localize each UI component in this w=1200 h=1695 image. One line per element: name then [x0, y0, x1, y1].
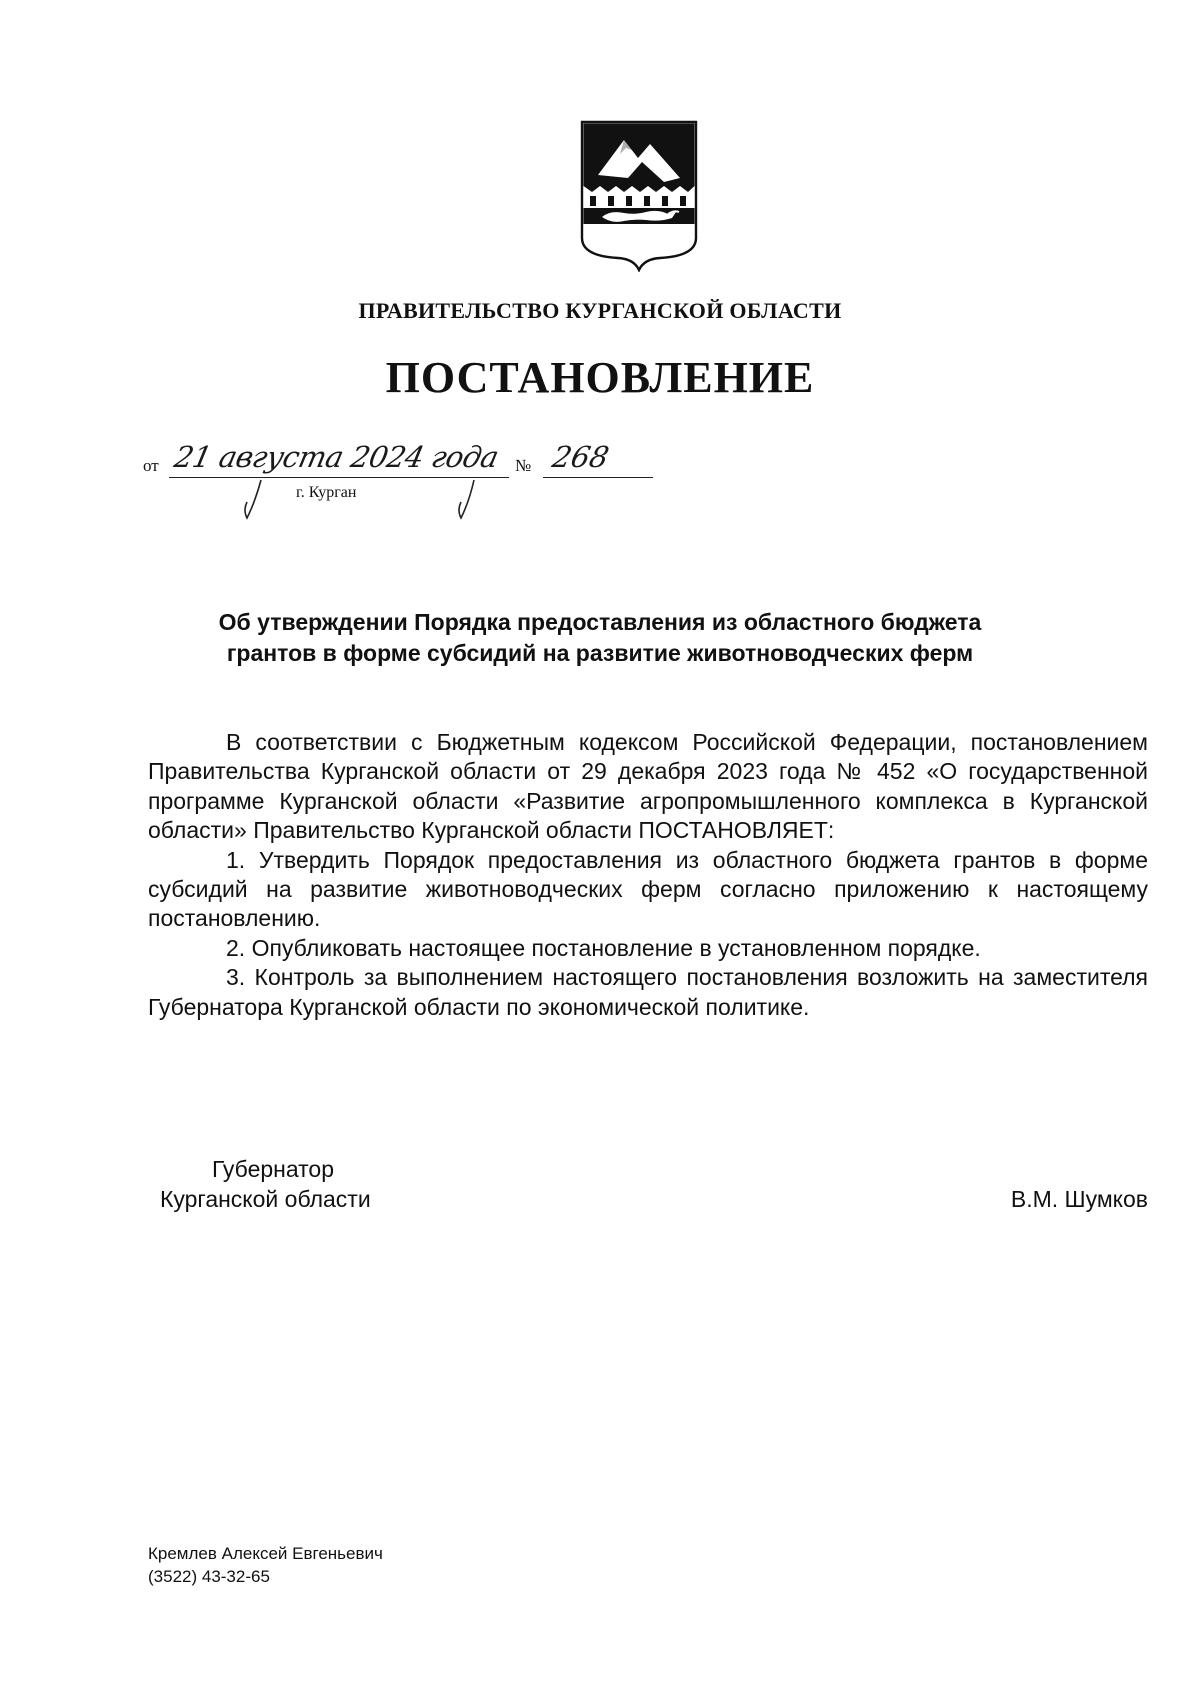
executor-phone: (3522) 43-32-65: [148, 1567, 270, 1586]
issuing-authority: ПРАВИТЕЛЬСТВО КУРГАНСКОЙ ОБЛАСТИ: [358, 298, 842, 323]
signatory-position: [160, 1154, 371, 1214]
signatory-name: В.М. Шумков: [1010, 1186, 1148, 1212]
document-body: [148, 728, 1148, 1022]
handwritten-number: 268: [549, 440, 612, 474]
position-line-1: Губернатор: [212, 1156, 335, 1182]
city-name: г. Курган: [296, 484, 357, 501]
executor-info: [148, 1542, 383, 1588]
handwritten-date: 21 августа 2024 года: [171, 440, 502, 474]
title-line-2: грантов в форме субсидий на развитие животноводческих ферм: [226, 640, 974, 666]
resolution-item-2: 2. Опубликовать настоящее постановление в установленном порядке.: [226, 934, 981, 961]
coat-of-arms-icon: [580, 120, 698, 272]
document-requisites: [143, 440, 663, 520]
title-line-1: Об утверждении Порядка предоставления из областного бюджета: [218, 609, 982, 635]
date-label: от: [143, 456, 159, 475]
document-type: ПОСТАНОВЛЕНИЕ: [385, 353, 815, 402]
resolution-item-3: 3. Контроль за выполнением настоящего постановления возложить на заместителя Губернатора Курганской области по экономической политике.: [148, 964, 1148, 1020]
preamble-paragraph: В соответствии с Бюджетным кодексом Российской Федерации, постановлением Правительства Курганской области от 29 декабря 2023 года № 452 «О государственной программе Курганской области «Развитие агропромышленного комплекса в Курганской области» Правительство Курганской области ПОСТАНОВЛЯЕТ:: [148, 729, 1148, 844]
position-line-2: Курганской области: [160, 1186, 371, 1212]
number-label: №: [515, 456, 532, 475]
executor-name: Кремлев Алексей Евгеньевич: [148, 1544, 383, 1563]
document-title: [150, 607, 1050, 669]
handwriting-strokes: [143, 440, 663, 520]
resolution-item-1: 1. Утвердить Порядок предоставления из областного бюджета грантов в форме субсидий на развитие животноводческих ферм согласно приложению к настоящему постановлению.: [148, 846, 1148, 932]
